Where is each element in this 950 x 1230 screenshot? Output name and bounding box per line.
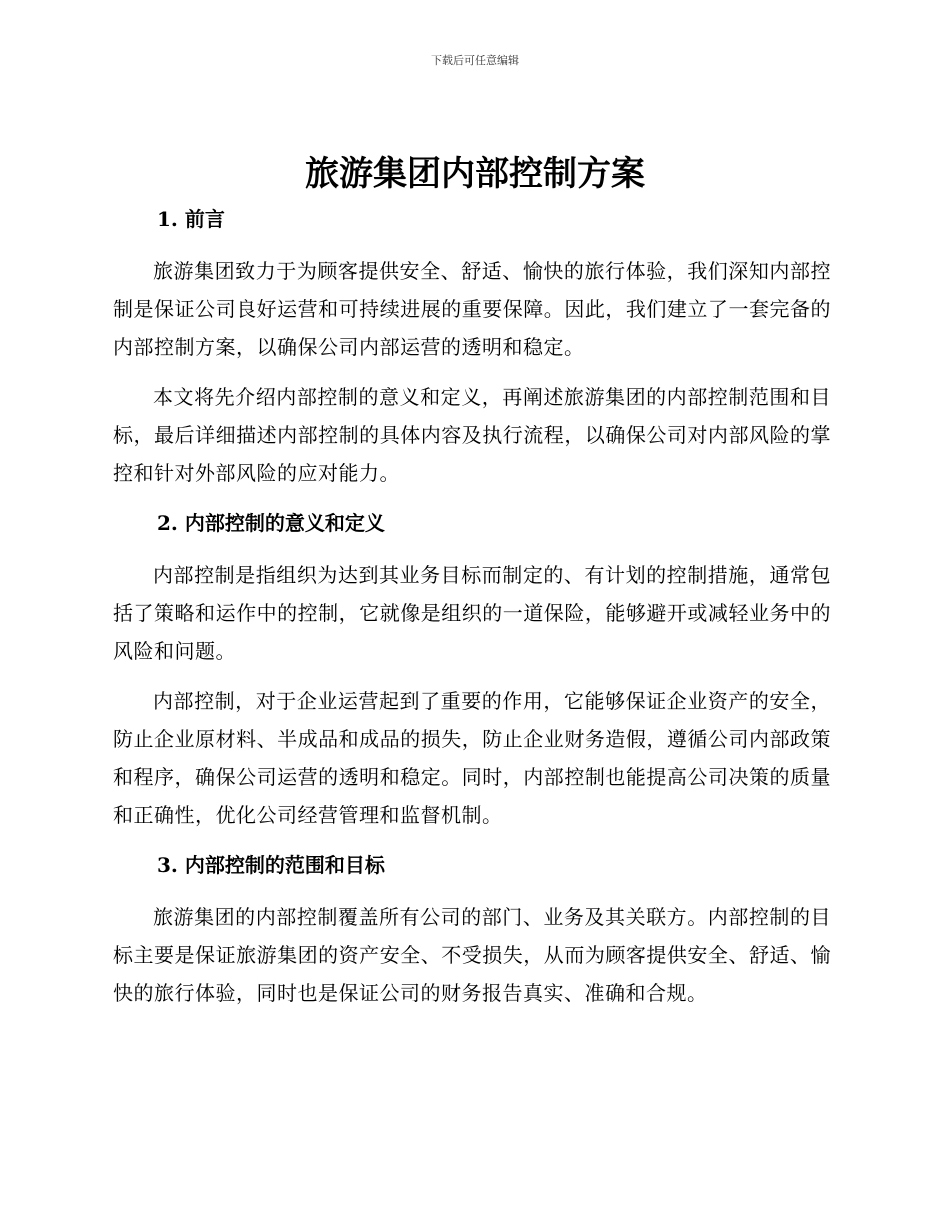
section-scope-goals xyxy=(113,846,831,1012)
document-body xyxy=(113,200,831,1024)
paragraph: 内部控制，对于企业运营起到了重要的作用，它能够保证企业资产的安全，防止企业原材料、半成品和成品的损失，防止企业财务造假，遵循公司内部政策和程序，确保公司运营的透明和稳定。同时，内部控制也能提高公司决策的质量和正确性，优化公司经营管理和监督机制。 xyxy=(113,689,831,827)
document-title: 旅游集团内部控制方案 xyxy=(305,154,645,194)
section-meaning-definition xyxy=(113,504,831,834)
section-heading: 1. 前言 xyxy=(157,207,225,231)
paragraph: 旅游集团的内部控制覆盖所有公司的部门、业务及其关联方。内部控制的目标主要是保证旅游集团的资产安全、不受损失，从而为顾客提供安全、舒适、愉快的旅行体验，同时也是保证公司的财务报告真实、准确和合规。 xyxy=(113,905,831,1005)
section-heading: 2. 内部控制的意义和定义 xyxy=(157,511,385,535)
section-heading: 3. 内部控制的范围和目标 xyxy=(157,853,385,877)
paragraph: 旅游集团致力于为顾客提供安全、舒适、愉快的旅行体验，我们深知内部控制是保证公司良好运营和可持续进展的重要保障。因此，我们建立了一套完备的内部控制方案，以确保公司内部运营的透明和稳定。 xyxy=(113,259,831,359)
section-preface xyxy=(113,200,831,492)
paragraph: 内部控制是指组织为达到其业务目标而制定的、有计划的控制措施，通常包括了策略和运作中的控制，它就像是组织的一道保险，能够避开或减轻业务中的风险和问题。 xyxy=(113,563,831,663)
paragraph: 本文将先介绍内部控制的意义和定义，再阐述旅游集团的内部控制范围和目标，最后详细描述内部控制的具体内容及执行流程，以确保公司对内部风险的掌控和针对外部风险的应对能力。 xyxy=(113,385,831,485)
page-header-note: 下载后可任意编辑 xyxy=(431,54,519,67)
